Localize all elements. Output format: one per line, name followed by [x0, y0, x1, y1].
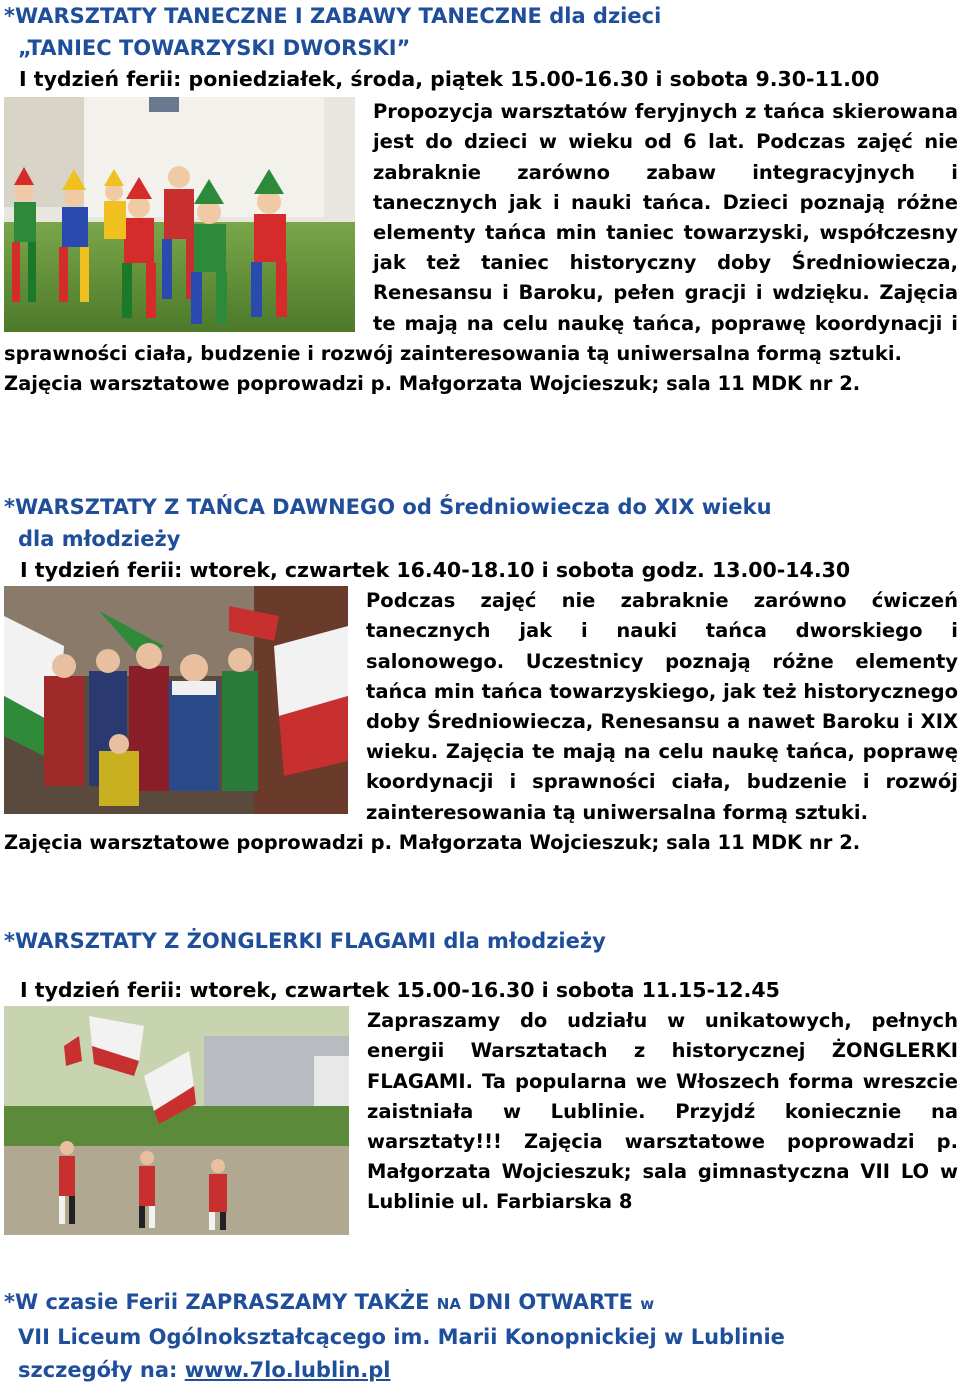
section2-body-text: Podczas zajęć nie zabraknie zarówno ćwiczeń tanecznych jak i nauki tańca dworskiego i salonowego. Uczestnicy poznają różne elementy tańca min tańca towarzyskiego, jak też historycznego doby Średniowiecza, Renesansu a nawet Baroku i XIX wieku. Zajęcia te mają na celu naukę tańca, poprawę koordynacji i sprawności ciała, budzenie i rozwój zainteresowania tą uniwersalna formą sztuki.	[366, 589, 958, 824]
footer-school-name: VII Liceum Ogólnokształcącego im. Marii Konopnickiej w Lublinie	[18, 1325, 785, 1349]
section2-title-line2: dla młodzieży	[18, 527, 181, 551]
section-historical-dance	[4, 491, 958, 858]
section1-title-line2: „TANIEC TOWARZYSKI DWORSKI”	[18, 36, 411, 60]
section2-schedule-text: I tydzień ferii: wtorek, czwartek 16.40-18.10 i sobota godz. 13.00-14.30	[20, 558, 851, 582]
section1-body	[4, 97, 958, 369]
section3-schedule-text: I tydzień ferii: wtorek, czwartek 15.00-16.30 i sobota 11.15-12.45	[20, 978, 780, 1002]
footer-line1-a: *W czasie Ferii ZAPRASZAMY TAKŻE	[4, 1290, 437, 1314]
section3-body	[4, 1006, 958, 1217]
section-dance-workshop-children	[4, 0, 958, 399]
footer-line1-b: NA	[436, 1295, 461, 1313]
historical-dancers-photo	[4, 586, 348, 814]
flag-jugglers-photo	[4, 1006, 349, 1235]
footer-details-prefix: szczegóły na:	[18, 1358, 185, 1382]
school-website-link[interactable]: www.7lo.lublin.pl	[184, 1358, 391, 1382]
section2-title	[4, 491, 958, 555]
children-dancers-photo	[4, 97, 355, 332]
section1-title-line1: *WARSZTATY TANECZNE I ZABAWY TANECZNE dla dzieci	[4, 4, 662, 28]
section-flag-juggling	[4, 925, 958, 1237]
section1-schedule-text: I tydzień ferii: poniedziałek, środa, piątek 15.00-16.30 i sobota 9.30-11.00	[19, 67, 880, 91]
section2-schedule	[4, 555, 958, 586]
section3-title	[4, 925, 958, 957]
section1-title	[4, 0, 958, 64]
section2-instructor: Zajęcia warsztatowe poprowadzi p. Małgorzata Wojcieszuk; sala 11 MDK nr 2.	[4, 830, 861, 854]
section1-body-text: Propozycja warsztatów feryjnych z tańca skierowana jest do dzieci w wieku od 6 lat. Podczas zajęć nie zabraknie zarówno zabaw integracyjnych i tanecznych jak i nauki tańca. Dzieci poznają różne elementy tańca min taniec towarzyski, współczesny jak też taniec historyczny doby Średniowiecza, Renesansu i Baroku, pełen gracji i wdzięku. Zajęcia te mają na celu naukę tańca, poprawę koordynacji i sprawności ciała, budzenie i rozwój zainteresowania tą uniwersalna formą sztuki.	[4, 100, 958, 365]
section1-instructor: Zajęcia warsztatowe poprowadzi p. Małgorzata Wojcieszuk; sala 11 MDK nr 2.	[4, 372, 861, 396]
open-days-footer	[4, 1286, 958, 1387]
section2-title-line1: *WARSZTATY Z TAŃCA DAWNEGO od Średniowiecza do XIX wieku	[4, 495, 772, 519]
footer-line1-d: w	[640, 1295, 655, 1313]
section3-title-line1: *WARSZTATY Z ŻONGLERKI FLAGAMI dla młodzieży	[4, 929, 606, 953]
section3-body-text: Zapraszamy do udziału w unikatowych, pełnych energii Warsztatach z historycznej ŻONGLERKI FLAGAMI. Ta popularna we Włoszech forma wreszcie zaistniała w Lublinie. Przyjdź koniecznie na warsztaty!!! Zajęcia warsztatowe poprowadzi p. Małgorzata Wojcieszuk; sala gimnastyczna VII LO w Lublinie ul. Farbiarska 8	[367, 1009, 958, 1214]
footer-details	[4, 1354, 958, 1387]
footer-line1-c: DNI OTWARTE	[460, 1290, 641, 1314]
section2-body	[4, 586, 958, 828]
section3-schedule	[4, 975, 958, 1006]
section1-schedule	[4, 64, 958, 95]
footer-line1	[4, 1286, 958, 1321]
